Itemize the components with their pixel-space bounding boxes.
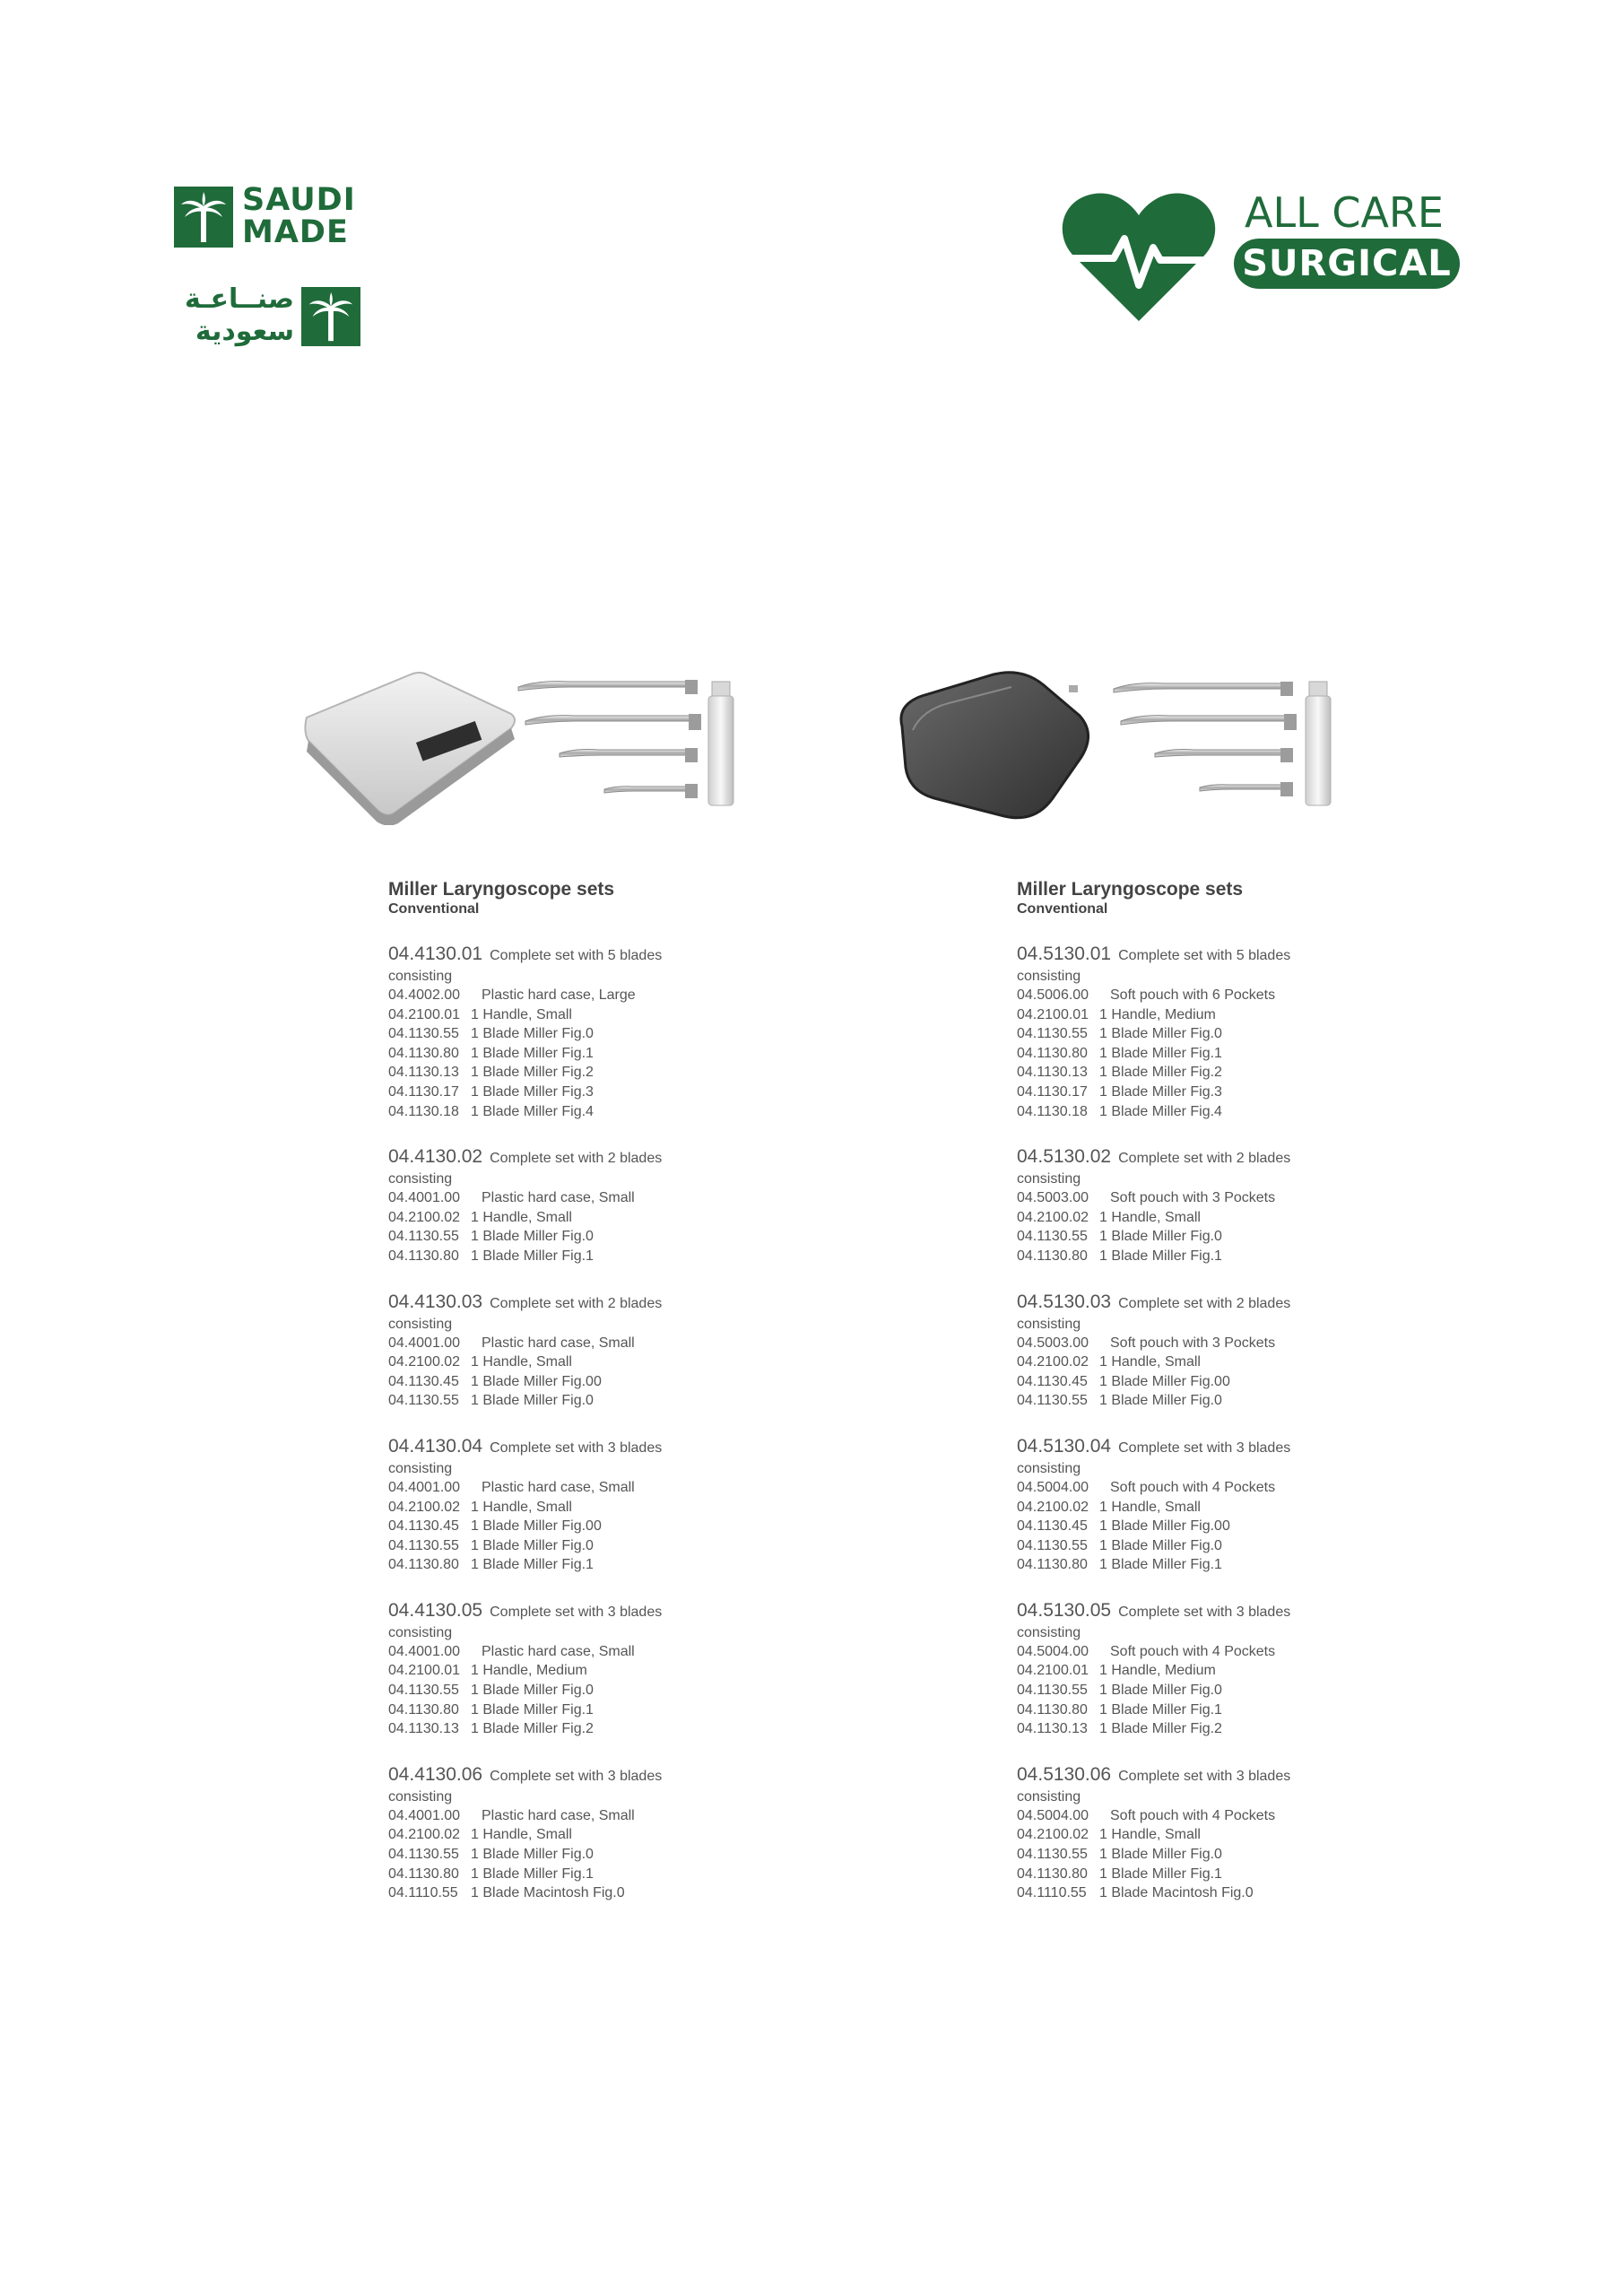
item-code: 04.4001.00 bbox=[388, 1807, 461, 1823]
set-description: Complete set with 3 blades bbox=[1118, 1604, 1291, 1620]
item-code: 04.4001.00 bbox=[388, 1190, 461, 1206]
product-set bbox=[388, 1290, 926, 1411]
component-row bbox=[1017, 1208, 1555, 1228]
item-description: 1 Handle, Small bbox=[471, 1209, 572, 1225]
item-description: 1 Blade Miller Fig.1 bbox=[1099, 1248, 1222, 1264]
case-row bbox=[388, 986, 926, 1005]
soft-pouch-set-image bbox=[895, 664, 1338, 825]
component-row bbox=[388, 1825, 926, 1845]
item-code: 04.4002.00 bbox=[388, 987, 461, 1003]
product-set bbox=[388, 1762, 926, 1903]
item-description: Plastic hard case, Small bbox=[482, 1190, 635, 1206]
item-code: 04.1130.80 bbox=[1017, 1866, 1088, 1882]
item-description: 1 Blade Miller Fig.00 bbox=[1099, 1518, 1230, 1535]
item-description: 1 Blade Miller Fig.1 bbox=[471, 1248, 594, 1264]
item-code: 04.1130.80 bbox=[1017, 1248, 1088, 1264]
set-code: 04.4130.06 bbox=[388, 1763, 483, 1785]
item-description: Soft pouch with 4 Pockets bbox=[1110, 1479, 1276, 1495]
component-row bbox=[388, 1536, 926, 1556]
component-row bbox=[388, 1661, 926, 1681]
set-code: 04.5130.04 bbox=[1017, 1435, 1112, 1457]
case-row bbox=[1017, 1642, 1555, 1662]
component-row bbox=[388, 1083, 926, 1102]
component-row bbox=[1017, 1063, 1555, 1083]
case-row bbox=[388, 1334, 926, 1353]
item-code: 04.1130.45 bbox=[388, 1518, 459, 1535]
component-row bbox=[388, 1102, 926, 1122]
saudi-made-line1: SAUDI bbox=[242, 182, 356, 218]
item-code: 04.2100.02 bbox=[388, 1499, 461, 1515]
item-description: 1 Blade Miller Fig.0 bbox=[1099, 1847, 1222, 1863]
component-row bbox=[1017, 1661, 1555, 1681]
item-description: Plastic hard case, Small bbox=[482, 1335, 635, 1351]
item-description: 1 Blade Miller Fig.4 bbox=[1099, 1103, 1222, 1119]
set-code: 04.4130.04 bbox=[388, 1435, 483, 1457]
item-code: 04.1130.80 bbox=[1017, 1557, 1088, 1573]
set-header bbox=[388, 1762, 926, 1787]
item-code: 04.2100.02 bbox=[388, 1354, 461, 1370]
item-code: 04.2100.02 bbox=[1017, 1209, 1089, 1225]
item-description: 1 Handle, Medium bbox=[1099, 1663, 1216, 1679]
component-row bbox=[1017, 1719, 1555, 1739]
item-description: 1 Blade Miller Fig.4 bbox=[471, 1103, 594, 1119]
component-row bbox=[1017, 1083, 1555, 1102]
item-description: Soft pouch with 4 Pockets bbox=[1110, 1643, 1276, 1659]
item-code: 04.4001.00 bbox=[388, 1643, 461, 1659]
item-code: 04.1130.18 bbox=[388, 1103, 459, 1119]
set-header bbox=[1017, 1598, 1555, 1623]
consisting-label: consisting bbox=[1017, 1460, 1081, 1476]
set-header bbox=[388, 942, 926, 967]
consisting-label: consisting bbox=[1017, 1171, 1081, 1187]
consisting-label: consisting bbox=[1017, 1316, 1081, 1332]
saudi-made-ar-line1: صنــاعـة bbox=[185, 283, 294, 315]
item-description: 1 Blade Miller Fig.0 bbox=[471, 1393, 594, 1409]
item-description: 1 Handle, Medium bbox=[471, 1663, 587, 1679]
item-code: 04.1130.45 bbox=[388, 1373, 459, 1389]
component-row bbox=[1017, 1372, 1555, 1392]
item-code: 04.1130.55 bbox=[1017, 1393, 1088, 1409]
item-description: 1 Blade Miller Fig.3 bbox=[1099, 1083, 1222, 1100]
item-description: 1 Blade Miller Fig.1 bbox=[471, 1701, 594, 1718]
component-row bbox=[1017, 1825, 1555, 1845]
component-row bbox=[388, 1845, 926, 1865]
section-title: Miller Laryngoscope sets bbox=[388, 879, 615, 900]
component-row bbox=[1017, 1024, 1555, 1044]
product-column-left bbox=[388, 879, 926, 1903]
set-header bbox=[1017, 1290, 1555, 1315]
item-description: 1 Blade Miller Fig.1 bbox=[1099, 1866, 1222, 1882]
set-description: Complete set with 5 blades bbox=[1118, 948, 1291, 963]
item-code: 04.4001.00 bbox=[388, 1335, 461, 1351]
item-description: 1 Blade Miller Fig.0 bbox=[471, 1847, 594, 1863]
set-description: Complete set with 5 blades bbox=[490, 948, 663, 963]
item-description: 1 Blade Macintosh Fig.0 bbox=[471, 1885, 625, 1901]
product-set bbox=[1017, 1762, 1555, 1903]
set-code: 04.4130.05 bbox=[388, 1599, 483, 1621]
item-code: 04.1130.55 bbox=[388, 1026, 459, 1042]
set-description: Complete set with 3 blades bbox=[490, 1604, 663, 1620]
component-row bbox=[1017, 1247, 1555, 1266]
case-row bbox=[388, 1642, 926, 1662]
consisting-label: consisting bbox=[388, 1460, 453, 1476]
all-care-line2: SURGICAL bbox=[1242, 243, 1452, 284]
item-description: 1 Blade Miller Fig.1 bbox=[1099, 1045, 1222, 1061]
item-code: 04.5004.00 bbox=[1017, 1807, 1089, 1823]
item-description: 1 Blade Miller Fig.1 bbox=[1099, 1701, 1222, 1718]
case-row bbox=[1017, 1806, 1555, 1826]
item-description: Soft pouch with 3 Pockets bbox=[1110, 1335, 1276, 1351]
component-row bbox=[1017, 1845, 1555, 1865]
item-description: 1 Blade Miller Fig.00 bbox=[1099, 1373, 1230, 1389]
section-subtitle: Conventional bbox=[1017, 901, 1108, 917]
item-code: 04.2100.02 bbox=[1017, 1354, 1089, 1370]
item-description: 1 Blade Miller Fig.00 bbox=[471, 1518, 602, 1535]
set-header bbox=[388, 1598, 926, 1623]
item-code: 04.1130.55 bbox=[1017, 1026, 1088, 1042]
set-code: 04.4130.03 bbox=[388, 1291, 483, 1312]
set-header bbox=[1017, 1762, 1555, 1787]
item-description: 1 Handle, Small bbox=[1099, 1209, 1201, 1225]
component-row bbox=[388, 1883, 926, 1903]
item-description: 1 Handle, Small bbox=[471, 1006, 572, 1022]
component-row bbox=[1017, 1700, 1555, 1720]
consisting-label: consisting bbox=[388, 1316, 453, 1332]
item-code: 04.2100.01 bbox=[1017, 1663, 1089, 1679]
set-code: 04.4130.02 bbox=[388, 1146, 483, 1168]
component-row bbox=[388, 1498, 926, 1518]
item-description: 1 Blade Miller Fig.0 bbox=[471, 1537, 594, 1553]
item-code: 04.1130.80 bbox=[388, 1045, 459, 1061]
item-code: 04.1130.45 bbox=[1017, 1373, 1088, 1389]
item-description: Plastic hard case, Large bbox=[482, 987, 636, 1003]
item-code: 04.1130.55 bbox=[1017, 1683, 1088, 1699]
item-code: 04.2100.01 bbox=[1017, 1006, 1089, 1022]
item-description: 1 Blade Miller Fig.0 bbox=[1099, 1026, 1222, 1042]
consisting-label: consisting bbox=[1017, 969, 1081, 984]
hard-case-set-image bbox=[303, 664, 742, 825]
case-row bbox=[388, 1806, 926, 1826]
item-code: 04.1130.55 bbox=[388, 1683, 459, 1699]
all-care-line1: ALL CARE bbox=[1245, 188, 1444, 237]
set-description: Complete set with 3 blades bbox=[1118, 1439, 1291, 1456]
item-code: 04.1130.17 bbox=[388, 1083, 459, 1100]
case-row bbox=[388, 1478, 926, 1498]
heart-pulse-icon bbox=[1062, 192, 1216, 323]
set-code: 04.5130.02 bbox=[1017, 1146, 1112, 1168]
set-code: 04.4130.01 bbox=[388, 944, 483, 964]
set-description: Complete set with 2 blades bbox=[1118, 1295, 1291, 1311]
item-description: 1 Handle, Small bbox=[471, 1827, 572, 1843]
component-row bbox=[1017, 1865, 1555, 1884]
component-row bbox=[388, 1352, 926, 1372]
component-row bbox=[388, 1005, 926, 1025]
set-header bbox=[1017, 1144, 1555, 1170]
item-description: Plastic hard case, Small bbox=[482, 1479, 635, 1495]
set-description: Complete set with 3 blades bbox=[490, 1439, 663, 1456]
product-set bbox=[1017, 1290, 1555, 1411]
consisting-label: consisting bbox=[388, 969, 453, 984]
item-description: Soft pouch with 3 Pockets bbox=[1110, 1190, 1276, 1206]
consisting-label: consisting bbox=[388, 1624, 453, 1640]
product-set bbox=[1017, 1144, 1555, 1265]
set-code: 04.5130.05 bbox=[1017, 1599, 1112, 1621]
item-description: 1 Blade Miller Fig.0 bbox=[1099, 1229, 1222, 1245]
item-description: 1 Blade Miller Fig.00 bbox=[471, 1373, 602, 1389]
component-row bbox=[388, 1208, 926, 1228]
item-code: 04.1130.80 bbox=[388, 1557, 459, 1573]
component-row bbox=[1017, 1102, 1555, 1122]
item-code: 04.2100.01 bbox=[388, 1663, 461, 1679]
product-column-right bbox=[1017, 879, 1555, 1903]
item-code: 04.5003.00 bbox=[1017, 1335, 1089, 1351]
component-row bbox=[1017, 1498, 1555, 1518]
item-code: 04.1130.55 bbox=[388, 1847, 459, 1863]
set-code: 04.5130.03 bbox=[1017, 1291, 1112, 1312]
set-description: Complete set with 3 blades bbox=[1118, 1768, 1291, 1784]
component-row bbox=[388, 1517, 926, 1536]
product-set bbox=[1017, 1434, 1555, 1575]
item-code: 04.1110.55 bbox=[388, 1885, 458, 1901]
item-description: 1 Handle, Small bbox=[1099, 1499, 1201, 1515]
set-description: Complete set with 2 blades bbox=[490, 1151, 663, 1167]
item-description: 1 Blade Miller Fig.2 bbox=[1099, 1065, 1222, 1081]
item-code: 04.1130.17 bbox=[1017, 1083, 1088, 1100]
set-code: 04.5130.01 bbox=[1017, 944, 1112, 964]
component-row bbox=[1017, 1681, 1555, 1700]
item-code: 04.4001.00 bbox=[388, 1479, 461, 1495]
item-description: 1 Blade Miller Fig.0 bbox=[1099, 1683, 1222, 1699]
product-set bbox=[1017, 1598, 1555, 1739]
section-subtitle: Conventional bbox=[388, 901, 480, 917]
component-row bbox=[1017, 1536, 1555, 1556]
consisting-label: consisting bbox=[1017, 1788, 1081, 1805]
item-code: 04.2100.02 bbox=[1017, 1827, 1089, 1843]
item-code: 04.1130.45 bbox=[1017, 1518, 1088, 1535]
item-code: 04.1130.55 bbox=[1017, 1847, 1088, 1863]
item-code: 04.1130.55 bbox=[388, 1537, 459, 1553]
item-code: 04.1130.13 bbox=[388, 1065, 459, 1081]
item-code: 04.5004.00 bbox=[1017, 1479, 1089, 1495]
component-row bbox=[388, 1865, 926, 1884]
case-row bbox=[1017, 986, 1555, 1005]
component-row bbox=[388, 1024, 926, 1044]
set-description: Complete set with 2 blades bbox=[490, 1295, 663, 1311]
component-row bbox=[1017, 1555, 1555, 1575]
item-code: 04.1130.18 bbox=[1017, 1103, 1088, 1119]
item-description: 1 Blade Miller Fig.2 bbox=[1099, 1721, 1222, 1737]
component-row bbox=[388, 1700, 926, 1720]
component-row bbox=[388, 1719, 926, 1739]
item-description: 1 Handle, Medium bbox=[1099, 1006, 1216, 1022]
item-code: 04.1130.55 bbox=[388, 1393, 459, 1409]
item-description: 1 Blade Miller Fig.2 bbox=[471, 1065, 594, 1081]
item-description: 1 Blade Miller Fig.3 bbox=[471, 1083, 594, 1100]
item-description: 1 Blade Miller Fig.2 bbox=[471, 1721, 594, 1737]
item-code: 04.1130.80 bbox=[388, 1701, 459, 1718]
set-description: Complete set with 2 blades bbox=[1118, 1151, 1291, 1167]
item-description: Soft pouch with 6 Pockets bbox=[1110, 987, 1276, 1003]
component-row bbox=[388, 1681, 926, 1700]
item-description: 1 Handle, Small bbox=[471, 1499, 572, 1515]
saudi-made-line2: MADE bbox=[242, 214, 349, 250]
item-description: Soft pouch with 4 Pockets bbox=[1110, 1807, 1276, 1823]
item-code: 04.1130.80 bbox=[388, 1248, 459, 1264]
component-row bbox=[388, 1247, 926, 1266]
item-code: 04.1130.55 bbox=[388, 1229, 459, 1245]
product-set bbox=[388, 942, 926, 1121]
set-description: Complete set with 3 blades bbox=[490, 1768, 663, 1784]
item-code: 04.1130.80 bbox=[1017, 1701, 1088, 1718]
item-code: 04.1130.13 bbox=[1017, 1065, 1088, 1081]
item-description: Plastic hard case, Small bbox=[482, 1807, 635, 1823]
item-code: 04.2100.02 bbox=[1017, 1499, 1089, 1515]
component-row bbox=[1017, 1044, 1555, 1064]
product-set bbox=[388, 1434, 926, 1575]
item-description: 1 Blade Miller Fig.1 bbox=[471, 1557, 594, 1573]
component-row bbox=[1017, 1005, 1555, 1025]
item-description: 1 Blade Miller Fig.1 bbox=[1099, 1557, 1222, 1573]
component-row bbox=[388, 1063, 926, 1083]
item-code: 04.1110.55 bbox=[1017, 1885, 1087, 1901]
section-title: Miller Laryngoscope sets bbox=[1017, 879, 1244, 900]
component-row bbox=[1017, 1227, 1555, 1247]
item-code: 04.1130.80 bbox=[388, 1866, 459, 1882]
component-row bbox=[388, 1391, 926, 1411]
component-row bbox=[388, 1372, 926, 1392]
component-row bbox=[1017, 1883, 1555, 1903]
product-set bbox=[1017, 942, 1555, 1121]
consisting-label: consisting bbox=[388, 1788, 453, 1805]
set-header bbox=[388, 1434, 926, 1459]
component-row bbox=[1017, 1391, 1555, 1411]
item-code: 04.5006.00 bbox=[1017, 987, 1089, 1003]
item-code: 04.5004.00 bbox=[1017, 1643, 1089, 1659]
consisting-label: consisting bbox=[1017, 1624, 1081, 1640]
item-description: 1 Blade Miller Fig.0 bbox=[471, 1229, 594, 1245]
item-description: 1 Blade Miller Fig.1 bbox=[471, 1045, 594, 1061]
item-code: 04.1130.55 bbox=[1017, 1229, 1088, 1245]
case-row bbox=[388, 1188, 926, 1208]
item-description: 1 Blade Miller Fig.0 bbox=[471, 1026, 594, 1042]
item-description: 1 Blade Miller Fig.1 bbox=[471, 1866, 594, 1882]
product-set bbox=[388, 1144, 926, 1265]
component-row bbox=[388, 1227, 926, 1247]
component-row bbox=[1017, 1517, 1555, 1536]
set-header bbox=[1017, 942, 1555, 967]
component-row bbox=[1017, 1352, 1555, 1372]
consisting-label: consisting bbox=[388, 1171, 453, 1187]
item-code: 04.1130.13 bbox=[388, 1721, 459, 1737]
item-code: 04.5003.00 bbox=[1017, 1190, 1089, 1206]
item-description: 1 Blade Macintosh Fig.0 bbox=[1099, 1885, 1254, 1901]
case-row bbox=[1017, 1334, 1555, 1353]
set-header bbox=[1017, 1434, 1555, 1459]
item-code: 04.2100.02 bbox=[388, 1209, 461, 1225]
item-code: 04.1130.13 bbox=[1017, 1721, 1088, 1737]
item-description: 1 Blade Miller Fig.0 bbox=[471, 1683, 594, 1699]
case-row bbox=[1017, 1478, 1555, 1498]
palm-icon bbox=[174, 187, 233, 248]
item-description: 1 Handle, Small bbox=[1099, 1827, 1201, 1843]
item-code: 04.1130.55 bbox=[1017, 1537, 1088, 1553]
set-header bbox=[388, 1290, 926, 1315]
item-code: 04.2100.01 bbox=[388, 1006, 461, 1022]
set-header bbox=[388, 1144, 926, 1170]
item-description: 1 Blade Miller Fig.0 bbox=[1099, 1393, 1222, 1409]
item-description: Plastic hard case, Small bbox=[482, 1643, 635, 1659]
product-set bbox=[388, 1598, 926, 1739]
item-description: 1 Handle, Small bbox=[471, 1354, 572, 1370]
component-row bbox=[388, 1044, 926, 1064]
set-code: 04.5130.06 bbox=[1017, 1763, 1112, 1785]
item-description: 1 Handle, Small bbox=[1099, 1354, 1201, 1370]
palm-icon-small bbox=[301, 287, 360, 346]
item-code: 04.1130.80 bbox=[1017, 1045, 1088, 1061]
saudi-made-ar-line2: سعودية bbox=[195, 316, 294, 347]
case-row bbox=[1017, 1188, 1555, 1208]
item-description: 1 Blade Miller Fig.0 bbox=[1099, 1537, 1222, 1553]
item-code: 04.2100.02 bbox=[388, 1827, 461, 1843]
component-row bbox=[388, 1555, 926, 1575]
